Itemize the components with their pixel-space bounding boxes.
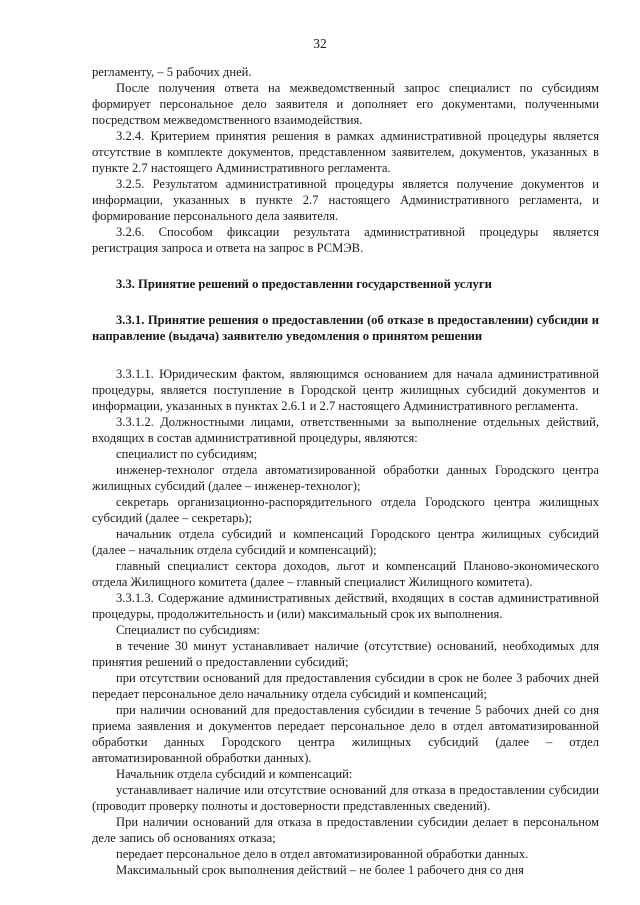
paragraph: 3.3.1.1. Юридическим фактом, являющимся основанием для начала административной процедуры, является поступление в Городской центр жилищных субсидий документов и информации, указанных в пунктах 2.6.1 и 2.7 настоящего Административного регламента. bbox=[92, 367, 599, 413]
paragraph: 3.3.1.2. Должностными лицами, ответственными за выполнение отдельных действий, входящих в состав административной процедуры, являются: bbox=[92, 415, 599, 445]
paragraph: начальник отдела субсидий и компенсаций Городского центра жилищных субсидий (далее – начальник отдела субсидий и компенсаций); bbox=[92, 527, 599, 557]
section-heading: 3.3. Принятие решений о предоставлении государственной услуги bbox=[116, 277, 492, 291]
paragraph: специалист по субсидиям; bbox=[116, 447, 258, 461]
paragraph: Максимальный срок выполнения действий – не более 1 рабочего дня со дня bbox=[116, 863, 524, 877]
paragraph: устанавливает наличие или отсутствие оснований для отказа в предоставлении субсидии (проводит проверку полноты и достоверности представленных сведений). bbox=[92, 783, 599, 813]
paragraph: при отсутствии оснований для предоставления субсидии в срок не более 3 рабочих дней передает персональное дело начальнику отдела субсидий и компенсаций; bbox=[92, 671, 599, 701]
paragraph: в течение 30 минут устанавливает наличие (отсутствие) оснований, необходимых для принятия решений о предоставлении субсидий; bbox=[92, 639, 599, 669]
paragraph: Специалист по субсидиям: bbox=[116, 623, 261, 637]
paragraph: После получения ответа на межведомственный запрос специалист по субсидиям формирует персональное дело заявителя и дополняет его документами, полученными посредством межведомственного взаимодействия. bbox=[92, 81, 599, 127]
paragraph: 3.2.5. Результатом административной процедуры является получение документов и информации, указанных в пункте 2.7 настоящего Административного регламента, и формирование персонального дела заявителя. bbox=[92, 177, 599, 223]
paragraph: при наличии оснований для предоставления субсидии в течение 5 рабочих дней со дня приема заявления и документов передает персональное дело в отдел автоматизированной обработки данных Городского центра жилищных субсидий (далее – отдел автоматизированной обработки данных). bbox=[92, 703, 599, 765]
paragraph: секретарь организационно-распорядительного отдела Городского центра жилищных субсидий (далее – секретарь); bbox=[92, 495, 599, 525]
subsection-heading: 3.3.1. Принятие решения о предоставлении (об отказе в предоставлении) субсидии и направление (выдача) заявителю уведомления о принятом решении bbox=[92, 313, 599, 343]
paragraph: При наличии оснований для отказа в предоставлении субсидии делает в персональном деле запись об основаниях отказа; bbox=[92, 815, 599, 845]
paragraph: 3.3.1.3. Содержание административных действий, входящих в состав административной процедуры, продолжительность и (или) максимальный срок их выполнения. bbox=[92, 591, 599, 621]
page-number: 32 bbox=[313, 36, 327, 51]
paragraph: инженер-технолог отдела автоматизированной обработки данных Городского центра жилищных субсидий (далее – инженер-технолог); bbox=[92, 463, 599, 493]
paragraph: главный специалист сектора доходов, льгот и компенсаций Планово-экономического отдела Жилищного комитета (далее – главный специалист Жилищного комитета). bbox=[92, 559, 599, 589]
document-body bbox=[92, 64, 599, 878]
paragraph: 3.2.6. Способом фиксации результата административной процедуры является регистрация запроса и ответа на запрос в РСМЭВ. bbox=[92, 225, 599, 255]
paragraph: регламенту, – 5 рабочих дней. bbox=[92, 65, 252, 79]
paragraph: 3.2.4. Критерием принятия решения в рамках административной процедуры является отсутствие в комплекте документов, представленном заявителем, документов, указанных в пункте 2.7 настоящего Административного регламента. bbox=[92, 129, 599, 175]
paragraph: Начальник отдела субсидий и компенсаций: bbox=[116, 767, 353, 781]
paragraph: передает персональное дело в отдел автоматизированной обработки данных. bbox=[116, 847, 529, 861]
